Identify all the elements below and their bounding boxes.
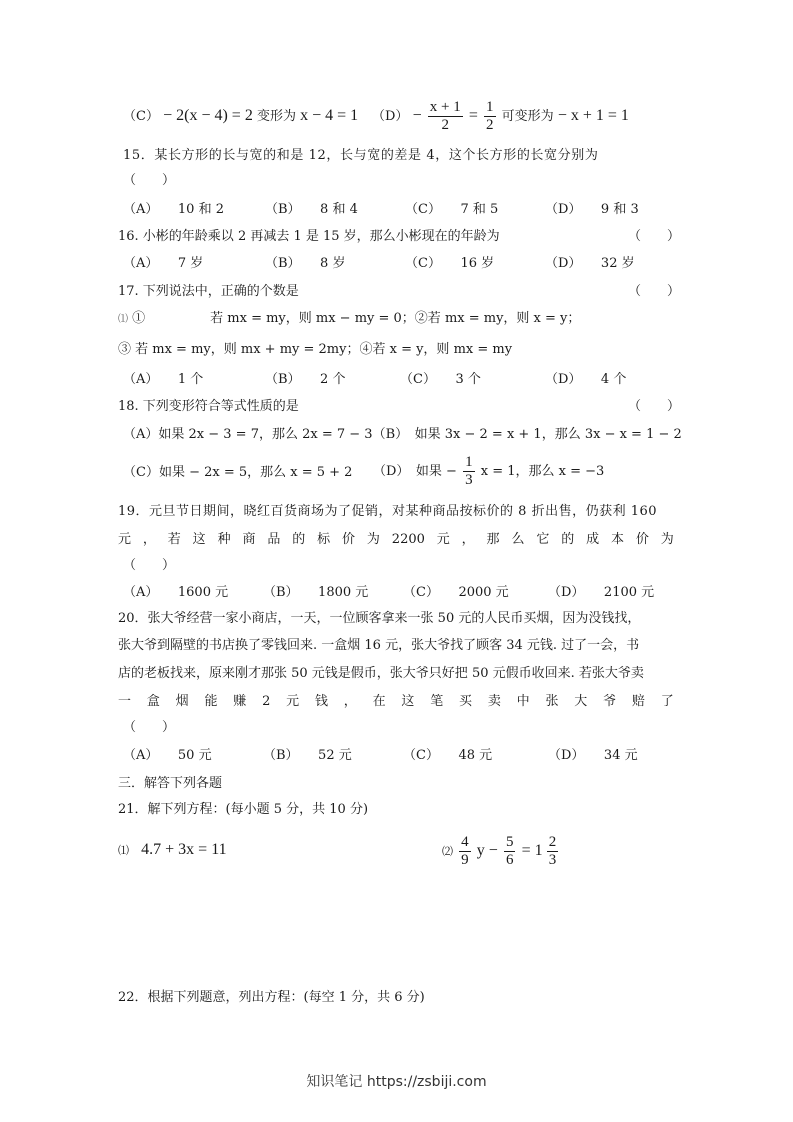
q20-option-c: （C） 48 元 (403, 748, 493, 763)
word: 一 (118, 694, 132, 709)
denominator: 2 (486, 117, 494, 133)
q20-option-d: （D） 34 元 (548, 748, 638, 763)
word: 张 (545, 694, 559, 709)
q20-line-1: 20．张大爷经营一家小商店，一天，一位顾客拿来一张 50 元的人民币买烟，因为没钱找， (118, 611, 641, 626)
option-label: （D） (372, 109, 409, 124)
q17-option-d: （D） 4 个 (545, 372, 627, 387)
word: 2200 (391, 532, 425, 547)
footer-watermark: 知识笔记 https://zsbiji.com (306, 1074, 487, 1090)
q20-line-2: 张大爷到隔壁的书店换了零钱回来. 一盒烟 16 元，张大爷找了顾客 34 元钱. 过了一会，书 (118, 638, 640, 653)
q14-option-d (372, 94, 629, 139)
q17-option-c: （C） 3 个 (400, 372, 481, 387)
word: 成 (586, 532, 600, 547)
word: 2 (262, 694, 271, 709)
word: 了 (660, 694, 674, 709)
word: 标 (317, 532, 331, 547)
equation: 4.7 + 3x = 11 (141, 841, 227, 858)
word: 价 (635, 532, 649, 547)
q18-bracket: （ ） (628, 399, 681, 414)
word: ， (142, 532, 156, 547)
fraction (459, 834, 471, 869)
equation: − 2(x − 4) = 2 (163, 107, 253, 124)
word: 元 (118, 532, 132, 547)
word: 爷 (603, 694, 617, 709)
word: 它 (536, 532, 550, 547)
word: 能 (204, 694, 218, 709)
equation: − x + 1 = 1 (557, 107, 629, 124)
word: 种 (217, 532, 231, 547)
word: 元 (286, 694, 300, 709)
word: 么 (511, 532, 525, 547)
word: 为 (366, 532, 380, 547)
word: 若 (167, 532, 181, 547)
q20-line-3: 店的老板找来，原来刚才那张 50 元钱是假币，张大爷只好把 50 元假币收回来. 若张大爷卖 (118, 666, 644, 681)
word: 这 (401, 694, 415, 709)
q19-option-d: （D） 2100 元 (548, 585, 655, 600)
word: ， (461, 532, 475, 547)
fraction (547, 834, 559, 869)
q15-option-d: （D） 9 和 3 (545, 202, 639, 217)
q15-option-c: （C） 7 和 5 (405, 202, 499, 217)
q17-option-a: （A） 1 个 (123, 372, 204, 387)
q17-option-b: （B） 2 个 (265, 372, 346, 387)
q17-statements-2: ③ 若 mx = my，则 mx + my = 2my；④若 x = y，则 mx = my (118, 342, 513, 357)
word: 赚 (233, 694, 247, 709)
denominator: 3 (548, 852, 557, 868)
word: 在 (372, 694, 386, 709)
word: 买 (459, 694, 473, 709)
q19-option-b: （B） 1800 元 (263, 585, 369, 600)
equation: − (412, 107, 422, 124)
fraction (484, 99, 496, 134)
q16-option-d: （D） 32 岁 (545, 256, 635, 271)
text: 变形为 (256, 109, 296, 124)
q15-text: 15．某长方形的长与宽的和是 12，长与宽的差是 4，这个长方形的长宽分别为 (123, 148, 599, 163)
word: 中 (516, 694, 530, 709)
word: 的 (561, 532, 575, 547)
list-marker: ⑵ (442, 845, 453, 858)
q16-option-b: （B） 8 岁 (265, 256, 346, 271)
q18-option-c: （C）如果 − 2x = 5，那么 x = 5 + 2 (123, 465, 353, 480)
q16-option-a: （A） 7 岁 (123, 256, 204, 271)
q18-text: 18. 下列变形符合等式性质的是 (118, 399, 299, 414)
word: 商 (242, 532, 256, 547)
fraction (463, 454, 475, 489)
word: 价 (342, 532, 356, 547)
q16-bracket: （ ） (628, 229, 681, 244)
q21-part-1 (118, 840, 227, 861)
q20-option-b: （B） 52 元 (263, 748, 352, 763)
equation: = (468, 107, 478, 124)
q20-option-a: （A） 50 元 (123, 748, 212, 763)
word: 赔 (631, 694, 645, 709)
denominator: 3 (465, 472, 473, 488)
fraction (428, 99, 463, 134)
word: 盒 (146, 694, 160, 709)
q16-option-c: （C） 16 岁 (405, 256, 495, 271)
word: 这 (192, 532, 206, 547)
word: 那 (486, 532, 500, 547)
equation: x − 4 = 1 (300, 107, 359, 124)
q19-line-2 (118, 530, 674, 550)
section-heading: 三．解答下列各题 (118, 776, 223, 791)
numerator: 1 (465, 454, 473, 470)
q19-option-c: （C） 2000 元 (403, 585, 509, 600)
word: 笔 (430, 694, 444, 709)
q22-text: 22．根据下列题意，列出方程：(每空 1 分，共 6 分) (118, 990, 425, 1005)
q20-bracket: （ ） (123, 720, 176, 735)
q15-option-b: （B） 8 和 4 (265, 202, 358, 217)
q18-option-d (373, 450, 604, 494)
word: 元 (436, 532, 450, 547)
q15-option-a: （A） 10 和 2 (123, 202, 224, 217)
q17-text: 17. 下列说法中，正确的个数是 (118, 284, 299, 299)
denominator: 6 (505, 852, 514, 868)
q18-options-ab: （A）如果 2x − 3 = 7，那么 2x = 7 − 3（B） 如果 3x − 2 = x + 1，那么 3x − x = 1 − 2 (123, 427, 682, 442)
denominator: 2 (441, 117, 449, 133)
q19-option-a: （A） 1600 元 (123, 585, 229, 600)
word: 钱 (314, 694, 328, 709)
list-marker: ⑴ (118, 844, 129, 857)
q21-text: 21．解下列方程：(每小题 5 分，共 10 分) (118, 802, 369, 817)
statement-text: ① 若 mx = my，则 mx − my = 0；②若 mx = my，则 x = y； (132, 311, 581, 326)
word: ， (343, 694, 357, 709)
option-label: （D） 如果 − (373, 464, 457, 479)
numerator: 2 (548, 834, 557, 850)
equation: y − (476, 842, 498, 859)
numerator: 1 (486, 99, 494, 115)
q14-option-c (123, 106, 358, 127)
numerator: 4 (461, 834, 469, 850)
word: 为 (660, 532, 674, 547)
q20-line-4 (118, 692, 674, 712)
word: 卖 (487, 694, 501, 709)
q19-bracket: （ ） (123, 558, 176, 573)
q17-statements-1 (118, 309, 580, 330)
q19-line-1: 19．元旦节日期间，晓红百货商场为了促销，对某种商品按标价的 8 折出售，仍获利 160 (118, 504, 658, 519)
word: 烟 (175, 694, 189, 709)
option-label: （C） (123, 109, 159, 124)
numerator: x + 1 (429, 99, 461, 115)
q15-bracket: （ ） (123, 173, 176, 188)
word: 大 (574, 694, 588, 709)
word: 的 (292, 532, 306, 547)
numerator: 5 (505, 834, 514, 850)
word: 本 (611, 532, 625, 547)
list-marker: ⑴ (118, 314, 128, 325)
equation: = 1 (521, 842, 543, 859)
fraction (504, 834, 516, 869)
equation: x = 1，那么 x = −3 (480, 464, 605, 479)
q17-bracket: （ ） (628, 284, 681, 299)
q21-part-2 (442, 829, 560, 874)
q16-text: 16. 小彬的年龄乘以 2 再减去 1 是 15 岁，那么小彬现在的年龄为 (118, 229, 500, 244)
denominator: 9 (461, 852, 469, 868)
word: 品 (267, 532, 281, 547)
text: 可变形为 (501, 109, 554, 124)
